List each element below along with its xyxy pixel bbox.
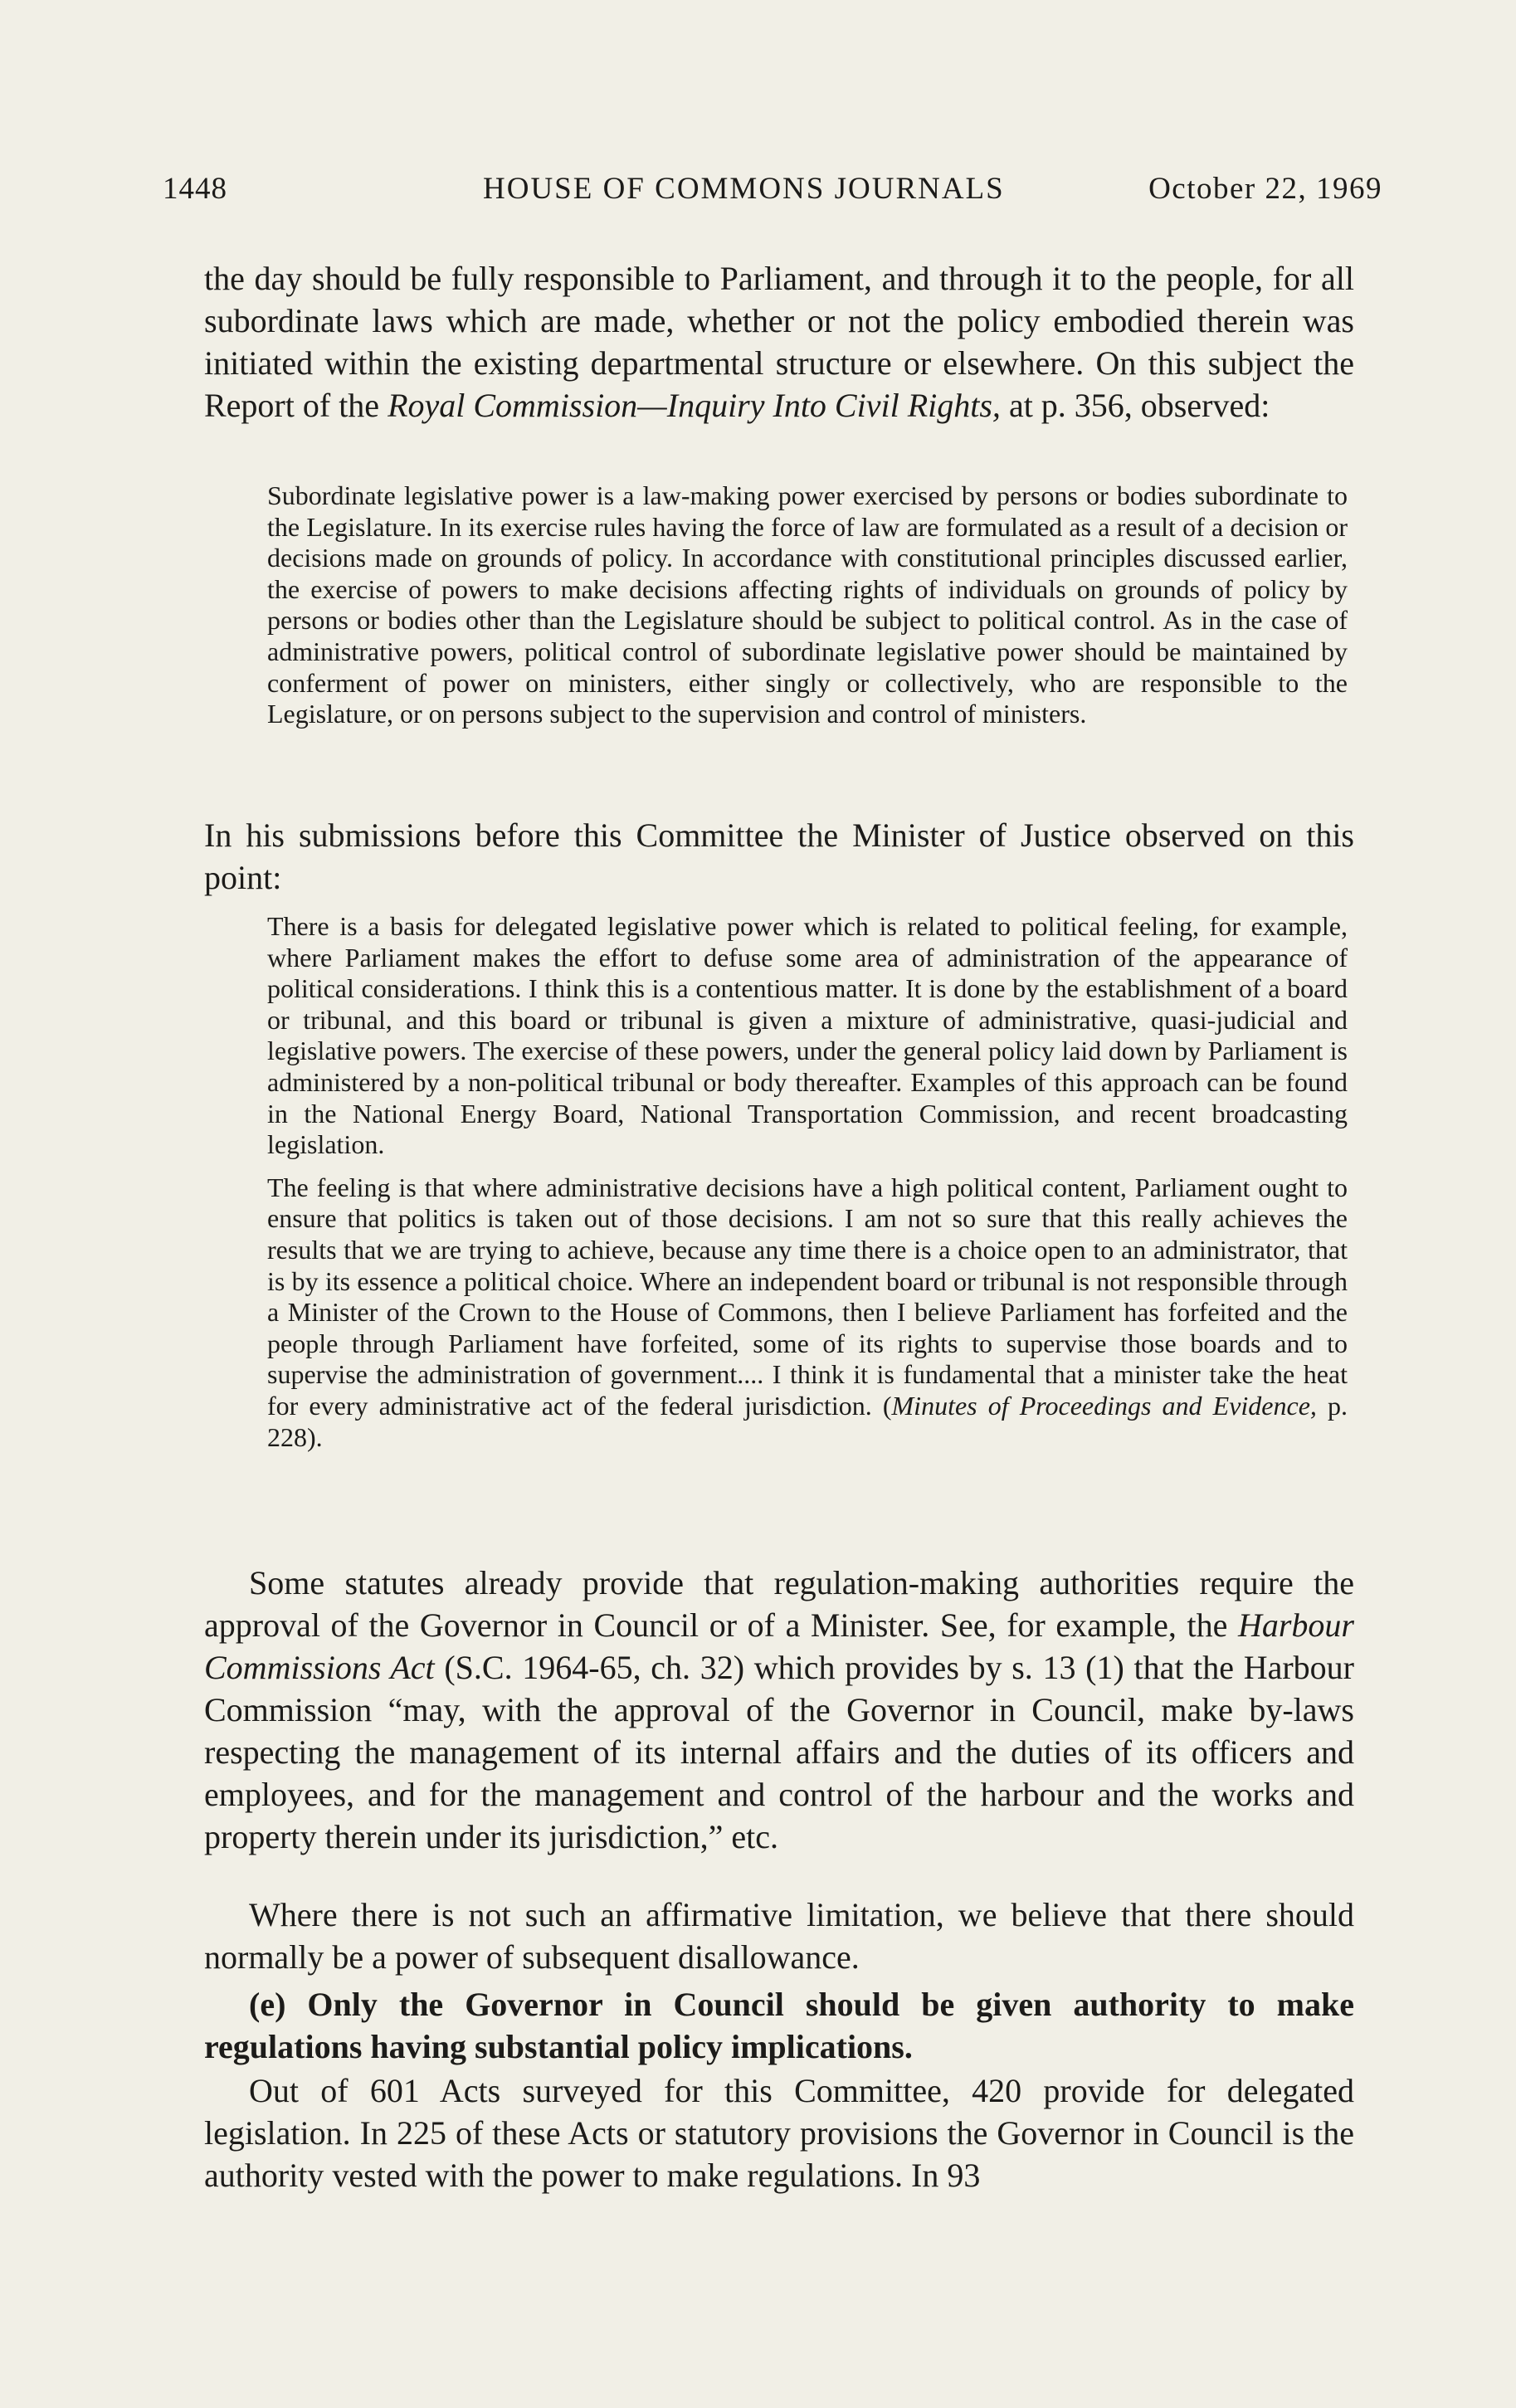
citation-title: Minutes of Proceedings and Evidence, <box>891 1390 1317 1421</box>
paragraph-text: Where there is not such an affirmative limitation, we believe that there should normally be a power of subsequent disallowance. <box>204 1896 1354 1976</box>
paragraph-text-end: (S.C. 1964-65, ch. 32) which provides by s. 13 (1) that the Harbour Commission “may, with the approval of the Governor in Council, make by-laws respecting the management of its internal affairs and the duties of its officers and employees, and for the management and control of the harbour and the works and property therein under its jurisdiction,” etc. <box>204 1649 1354 1855</box>
quote-royal-commission <box>267 480 1348 730</box>
section-heading-e <box>204 1983 1354 2068</box>
paragraph-minister-intro <box>204 814 1354 899</box>
page-header <box>163 171 1382 212</box>
paragraph-acts-surveyed <box>204 2069 1354 2196</box>
paragraph-text-end: at p. 356, observed: <box>1000 387 1270 424</box>
act-title: Harbour Commissions Act <box>204 1606 1354 1686</box>
paragraph-text: Some statutes already provide that regulation-making authorities require the approval of the Governor in Council or of a Minister. See, for example, the <box>204 1564 1354 1644</box>
paragraph-text: Out of 601 Acts surveyed for this Committee, 420 provide for delegated legislation. In 225 of these Acts or statutory provisions the Governor in Council is the authority vested with the power to make regulations. In 93 <box>204 2072 1354 2194</box>
paragraph-text: In his submissions before this Committee the Minister of Justice observed on this point: <box>204 816 1354 896</box>
paragraph-disallowance <box>204 1894 1354 1978</box>
paragraph-report-intro <box>204 257 1354 427</box>
quote-text: Subordinate legislative power is a law-making power exercised by persons or bodies subordinate to the Legislature. In its exercise rules having the force of law are formulated as a result of a decision or decisions made on grounds of policy. In accordance with constitutional principles discussed earlier, the exercise of powers to make decisions affecting rights of individuals on grounds of policy by persons or bodies other than the Legislature should be subject to political control. As in the case of administrative powers, political control of subordinate legislative power should be maintained by conferment of power on ministers, either singly or collectively, who are responsible to the Legislature, or on persons subject to the supervision and control of ministers. <box>267 480 1348 729</box>
journal-title: HOUSE OF COMMONS JOURNALS <box>483 172 1005 206</box>
quote-paragraph-2 <box>267 1172 1348 1453</box>
quote-paragraph-2-text: The feeling is that where administrative decisions have a high political content, Parliament ought to ensure that politics is taken out of those decisions. I am not so sure that this really achieves the results that we are trying to achieve, because any time there is a choice open to an administrator, that is by its essence a political choice. Where an independent board or tribunal is not responsible through a Minister of the Crown to the House of Commons, then I believe Parliament has forfeited and the people through Parliament have forfeited, some of its rights to supervise those boards and to supervise the administration of government.... I think it is fundamental that a minister take the heat for every administrative act of the federal jurisdiction. ( <box>267 1172 1348 1421</box>
quote-minister-of-justice <box>267 911 1348 1453</box>
page-number: 1448 <box>163 172 227 206</box>
journal-date: October 22, 1969 <box>1148 172 1382 206</box>
report-title: Royal Commission—Inquiry Into Civil Rights, <box>388 387 1001 424</box>
paragraph-statutes <box>204 1562 1354 1858</box>
quote-paragraph-2-end: p. 228). <box>267 1390 1348 1452</box>
heading-text: (e) Only the Governor in Council should be given authority to make regulations having substantial policy implications. <box>204 1986 1354 2065</box>
paragraph-text: the day should be fully responsible to Parliament, and through it to the people, for all subordinate laws which are made, whether or not the policy embodied therein was initiated within the existing departmental structure or elsewhere. On this subject the Report of the <box>204 260 1354 424</box>
quote-paragraph-1: There is a basis for delegated legislative power which is related to political feeling, for example, where Parliament makes the effort to defuse some area of administration of the appearance of political considerations. I think this is a contentious matter. It is done by the establishment of a board or tribunal, and this board or tribunal is given a mixture of administrative, quasi-judicial and legislative powers. The exercise of these powers, under the general policy laid down by Parliament is administered by a non-political tribunal or body thereafter. Examples of this approach can be found in the National Energy Board, National Transportation Commission, and recent broadcasting legislation. <box>267 911 1348 1160</box>
